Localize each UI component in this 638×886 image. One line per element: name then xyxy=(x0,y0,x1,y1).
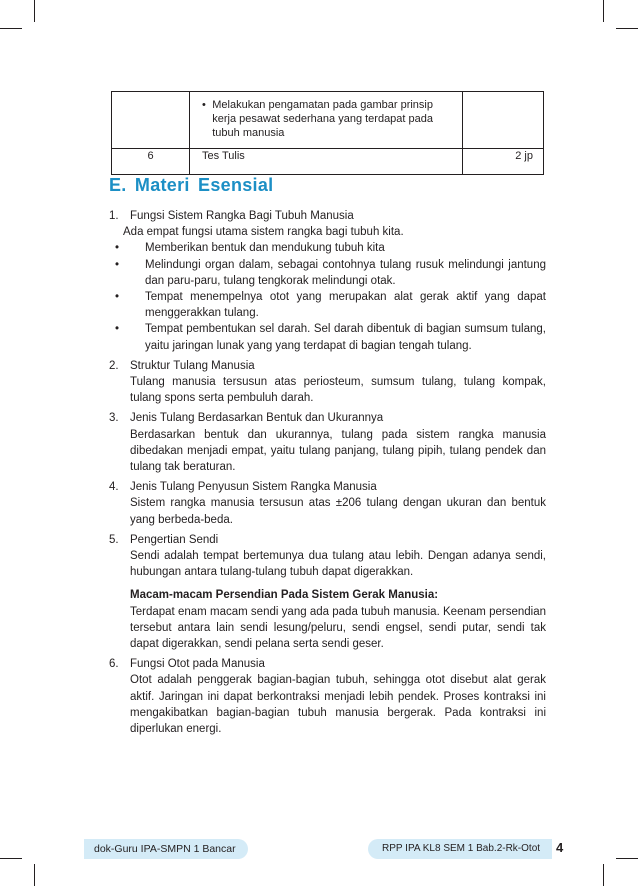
page-number: 4 xyxy=(556,840,564,855)
bullet-item xyxy=(109,257,546,289)
bullet-text: Tempat pembentukan sel darah. Sel darah dibentuk di bagian sumsum tulang, yaitu jaringan lunak yang yang terdapat di bagian tengah tulang. xyxy=(145,323,546,352)
bullet-marker: • xyxy=(202,99,206,111)
item-text: Otot adalah penggerak bagian-bagian tubuh, sehingga otot disebut alat gerak aktif. Jaringan ini dapat berkontraksi menjadi lebih pendek. Proses kontraksi ini mengakibatkan bagian-bagian tubuh manusia bergerak. Pada kontraksi ini diperlukan energi. xyxy=(130,674,546,736)
activity-text: Melakukan pengamatan pada gambar prinsip kerja pesawat sederhana yang terdapat pada tubuh manusia xyxy=(212,99,434,139)
footer-left: dok-Guru IPA-SMPN 1 Bancar xyxy=(84,839,248,859)
list-item xyxy=(109,532,546,652)
crop-mark xyxy=(603,864,604,886)
bullet-text: Memberikan bentuk dan mendukung tubuh kita xyxy=(145,242,385,255)
table-cell-time: 2 jp xyxy=(463,149,544,175)
crop-mark xyxy=(616,858,638,859)
item-title: Jenis Tulang Berdasarkan Bentuk dan Ukurannya xyxy=(130,412,384,425)
item-text: Sendi adalah tempat bertemunya dua tulang atau lebih. Dengan adanya sendi, hubungan antara tulang-tulang tubuh dapat digerakkan. xyxy=(130,550,546,579)
crop-mark xyxy=(34,864,35,886)
item-number: 2. xyxy=(109,359,119,372)
list-item xyxy=(109,410,546,475)
crop-mark xyxy=(0,858,22,859)
item-text: Sistem rangka manusia tersusun atas ±206 tulang dengan ukuran dan bentuk yang berbeda-beda. xyxy=(130,497,546,526)
activity-table xyxy=(111,91,544,175)
item-number: 5. xyxy=(109,533,119,546)
crop-mark xyxy=(0,28,22,29)
table-row xyxy=(112,149,544,175)
item-title: Jenis Tulang Penyusun Sistem Rangka Manusia xyxy=(130,481,377,494)
item-number: 6. xyxy=(109,658,119,671)
item-title: Pengertian Sendi xyxy=(130,533,219,546)
bullet-item xyxy=(109,289,546,321)
list-item xyxy=(109,208,546,354)
bullet-list xyxy=(109,240,546,353)
table-cell-activity: Tes Tulis xyxy=(190,149,463,175)
bullet-item xyxy=(109,321,546,353)
item-text: Tulang manusia tersusun atas periosteum, sumsum tulang, tulang kompak, tulang spons serta pembuluh darah. xyxy=(130,376,546,405)
list-item xyxy=(109,656,546,737)
item-number: 4. xyxy=(109,481,119,494)
bullet-marker: • xyxy=(115,242,120,255)
item-number: 3. xyxy=(109,412,119,425)
list-item xyxy=(109,479,546,528)
materi-content xyxy=(109,208,546,741)
bullet-marker: • xyxy=(115,323,120,336)
bullet-text: Tempat menempelnya otot yang merupakan alat gerak aktif yang dapat menggerakkan tulang. xyxy=(145,291,546,320)
table-cell-time xyxy=(463,92,544,149)
item-title: Fungsi Sistem Rangka Bagi Tubuh Manusia xyxy=(130,210,354,222)
item-text: Berdasarkan bentuk dan ukurannya, tulang pada sistem rangka manusia dibedakan menjadi empat, yaitu tulang panjang, tulang pipih, tulang pendek dan tulang tak beraturan. xyxy=(130,428,546,474)
crop-mark xyxy=(34,0,35,22)
item-title: Fungsi Otot pada Manusia xyxy=(130,658,265,671)
item-subtitle: Macam-macam Persendian Pada Sistem Gerak Manusia: xyxy=(130,589,439,602)
list-item xyxy=(109,358,546,407)
table-row xyxy=(112,92,544,149)
item-text: Terdapat enam macam sendi yang ada pada tubuh manusia. Keenam persendian tersebut antara lain sendi lesung/peluru, sendi engsel, sendi putar, sendi tak dapat digerakkan, sendi pelana serta sendi geser. xyxy=(130,605,546,651)
bullet-item xyxy=(109,240,546,256)
table-cell-number xyxy=(112,92,190,149)
table-cell-activity xyxy=(190,92,463,149)
item-text: Ada empat fungsi utama sistem rangka bagi tubuh kita. xyxy=(123,226,404,239)
bullet-marker: • xyxy=(115,291,120,304)
item-title: Struktur Tulang Manusia xyxy=(130,359,255,372)
section-title: E. Materi Esensial xyxy=(109,175,274,195)
table-cell-number: 6 xyxy=(112,149,190,175)
item-number: 1. xyxy=(109,210,119,222)
footer-right: RPP IPA KL8 SEM 1 Bab.2-Rk-Otot xyxy=(368,839,552,859)
crop-mark xyxy=(616,28,638,29)
bullet-text: Melindungi organ dalam, sebagai contohnya tulang rusuk melindungi jantung dan paru-paru, tulang tengkorak melindungi otak. xyxy=(145,258,546,287)
bullet-marker: • xyxy=(115,258,120,271)
crop-mark xyxy=(603,0,604,22)
